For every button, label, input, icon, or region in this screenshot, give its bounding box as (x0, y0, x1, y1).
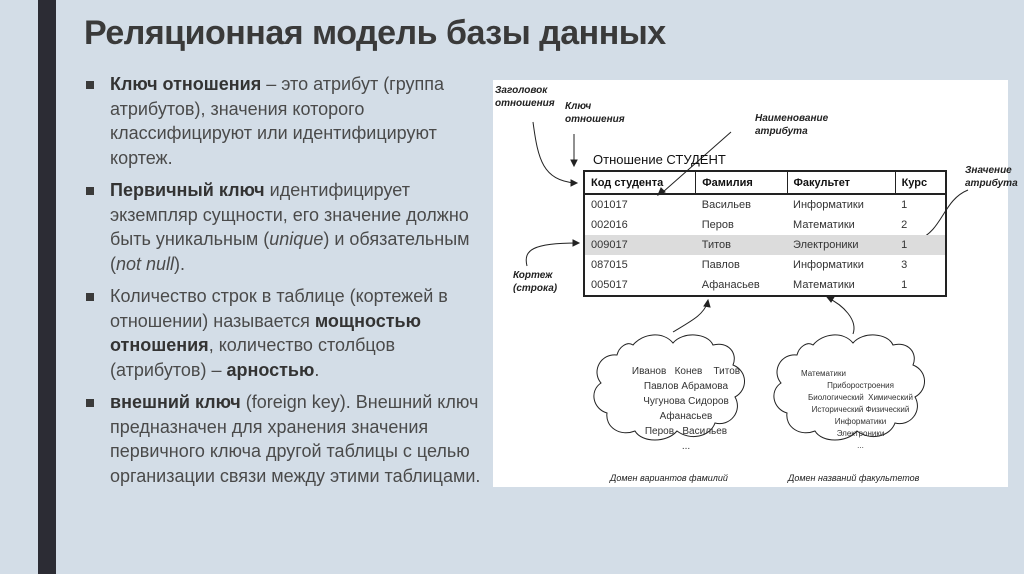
column-header: Код студента (584, 171, 696, 194)
table-row: 005017 Афанасьев Математики 1 (591, 279, 908, 291)
caption-faculty-domain: Домен названий факультетов (788, 473, 920, 483)
table-header-row (584, 171, 946, 194)
label-attribute-name: Наименование атрибута (755, 113, 829, 137)
table-row: 001017 Васильев Информатики 1 (591, 199, 908, 211)
label-relation-key: Ключ отношения (565, 101, 625, 125)
bullet: Первичный ключ идентифицирует экземпляр сущности, его значение должно быть уникальным (unique) и обязательным (not null). (84, 178, 484, 276)
faculty-domain-cloud: Математики Приборостроения Биологический Химический Исторический Физический Информатики Электроники ... (801, 369, 913, 450)
table-row-highlighted: 009017 Титов Электроники 1 (584, 235, 946, 255)
label-relation-header: Заголовок отношения (495, 85, 555, 109)
label-attribute-value: Значение атрибута (965, 165, 1018, 189)
column-header: Фамилия (696, 171, 787, 194)
caption-surname-domain: Домен вариантов фамилий (610, 473, 728, 483)
surname-domain-cloud: Иванов Конев Титов Павлов Абрамова Чугунова Сидоров Афанасьев Перов Васильев ... (631, 366, 741, 452)
label-tuple: Кортеж (строка) (513, 270, 558, 294)
bullet-list (84, 72, 484, 496)
bullet: Количество строк в таблице (кортежей в отношении) называется мощностью отношения, количество столбцов (атрибутов) – арностью. (84, 284, 484, 382)
table-row: 002016 Перов Математики 2 (591, 219, 908, 231)
accent-bar (38, 0, 56, 574)
relation-diagram (493, 80, 1018, 487)
table-title: Отношение СТУДЕНТ (593, 152, 726, 167)
table-row: 087015 Павлов Информатики 3 (591, 259, 908, 271)
column-header: Курс (895, 171, 946, 194)
bullet: внешний ключ (foreign key). Внешний ключ предназначен для хранения значения первичного ключа другой таблицы с целью организации связи между этими таблицами. (84, 390, 484, 488)
bullet: Ключ отношения – это атрибут (группа атрибутов), значения которого классифицируют или идентифицируют кортеж. (84, 72, 484, 170)
slide-title: Реляционная модель базы данных (84, 14, 666, 52)
column-header: Факультет (787, 171, 895, 194)
student-table (583, 170, 947, 297)
